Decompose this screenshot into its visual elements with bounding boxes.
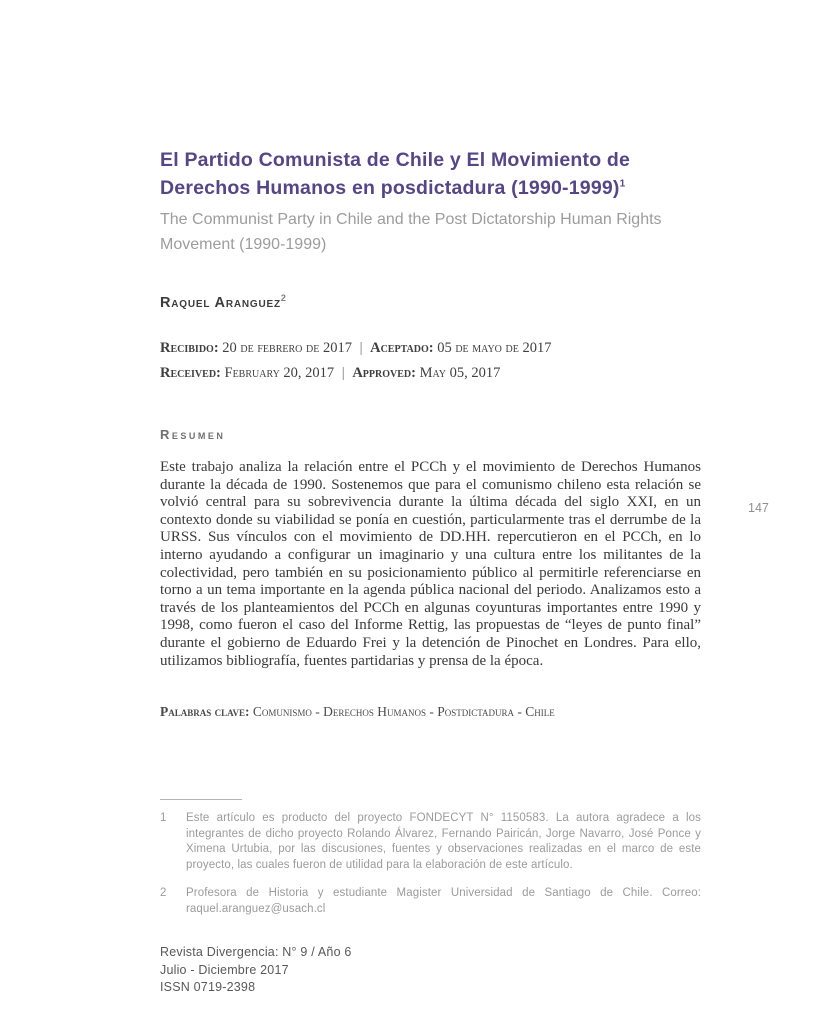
page-number: 147 — [748, 501, 769, 515]
keywords-label: Palabras clave: — [160, 704, 250, 719]
dates-separator: | — [359, 340, 363, 356]
footnote-number: 1 — [160, 812, 167, 824]
title-footnote-ref: 1 — [619, 178, 626, 190]
journal-issn-line: ISSN 0719-2398 — [160, 980, 256, 994]
abstract-heading: Resumen — [160, 427, 226, 442]
footnote-text: Este artículo es producto del proyecto FONDECYT N° 1150583. La autora agradece a los integrantes de dicho proyecto Rolando Álvarez, Fernando Pairicán, Jorge Navarro, José Ponce y Ximena Urtubia, por las discusiones, fuentes y observaciones realizadas en el marco de este proyecto, las cuales fueron de utilidad para la elaboración de este artículo. — [186, 812, 701, 871]
abstract-body: Este trabajo analiza la relación entre el PCCh y el movimiento de Derechos Humanos durante la década de 1990. Sostenemos que para el comunismo chileno esta relación se volvió central para su sobrevivencia durante la última década del siglo XXI, en un contexto donde su viabilidad se ponía en cuestión, particularmente tras el derrumbe de la URSS. Sus vínculos con el movimiento de DD.HH. repercutieron en el PCCh, en lo interno ayudando a configurar un imaginario y una cultura entre los militantes de la colectividad, pero también en su posicionamiento público al permitirle referenciarse en torno a un tema importante en la agenda pública nacional del periodo. Analizamos esto a través de los planteamientos del PCCh en algunas coyunturas importantes entre 1990 y 1998, como fueron el caso del Informe Rettig, las propuestas de “leyes de punto final” durante el gobierno de Eduardo Frei y la detención de Pinochet en Londres. Para ello, utilizamos bibliografía, fuentes partidarias y prensa de la época. — [160, 459, 701, 669]
journal-issue-line: Revista Divergencia: N° 9 / Año 6 — [160, 945, 352, 959]
received-value: February 20, 2017 — [224, 365, 335, 381]
article-title — [160, 146, 668, 202]
dates-line-english — [160, 361, 701, 386]
journal-info — [160, 944, 352, 997]
dates-block — [160, 336, 701, 386]
received-label: Received: — [160, 365, 221, 381]
footnote-number: 2 — [160, 887, 167, 899]
aceptado-value: 05 de mayo de 2017 — [437, 340, 552, 356]
author-footnote-ref: 2 — [280, 293, 287, 304]
article-title-text: El Partido Comunista de Chile y El Movimiento de Derechos Humanos en posdictadura (1990-1999) — [160, 149, 631, 199]
approved-label: Approved: — [352, 365, 416, 381]
author-name-text: Raquel Aranguez — [160, 295, 281, 311]
recibido-value: 20 de febrero de 2017 — [222, 340, 352, 356]
journal-date-line: Julio - Diciembre 2017 — [160, 962, 289, 977]
approved-value: May 05, 2017 — [419, 365, 501, 381]
footnotes-section — [160, 811, 701, 930]
dates-separator: | — [341, 365, 345, 381]
author-name — [160, 295, 287, 311]
dates-line-spanish — [160, 336, 701, 361]
article-subtitle-english: The Communist Party in Chile and the Post Dictatorship Human Rights Movement (1990-1999) — [160, 211, 662, 253]
aceptado-label: Aceptado: — [370, 340, 434, 356]
keywords-line — [160, 704, 701, 720]
keywords-value: Comunismo - Derechos Humanos - Postdictadura - Chile — [252, 704, 555, 719]
footnote-1 — [160, 811, 701, 873]
footnote-text: Profesora de Historia y estudiante Magister Universidad de Santiago de Chile. Correo: raquel.aranguez@usach.cl — [186, 887, 701, 915]
footnote-2 — [160, 886, 701, 917]
recibido-label: Recibido: — [160, 340, 219, 356]
footnote-divider-rule — [160, 799, 242, 800]
